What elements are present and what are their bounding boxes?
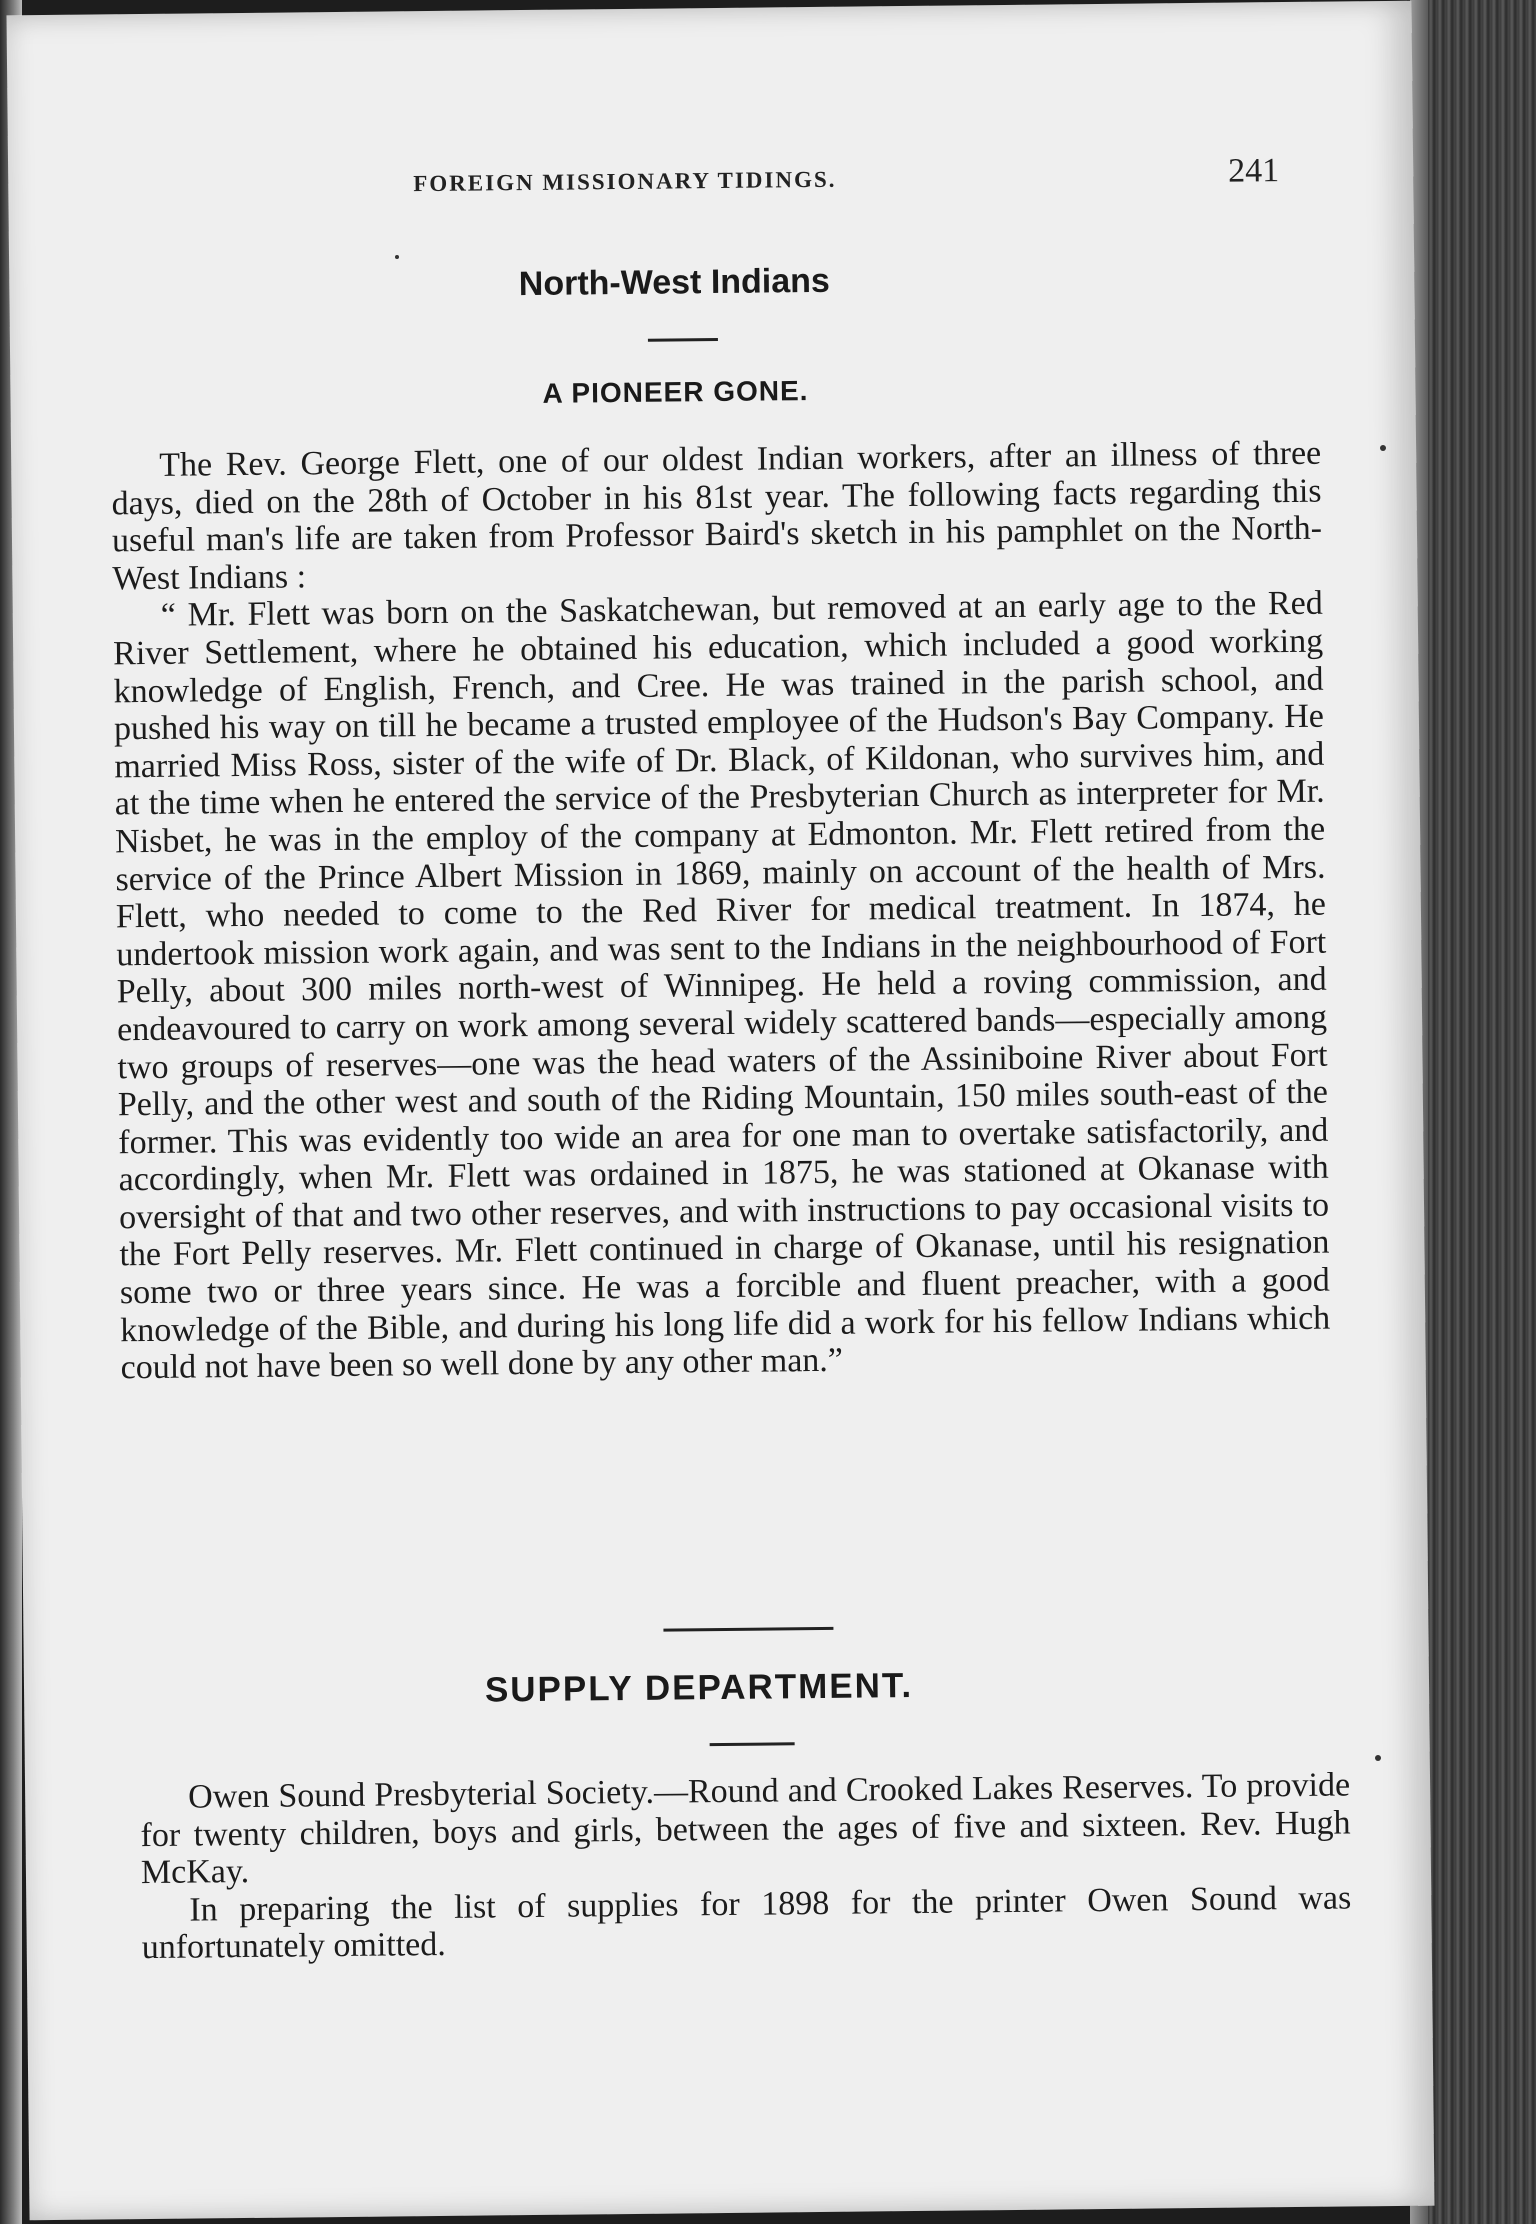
- paper-speck: [395, 255, 399, 259]
- supply-paragraph: Owen Sound Presbyterial Society.—Round and Crooked Lakes Reserves. To provide for twenty children, boys and girls, between the ages of five and sixteen. Rev. Hugh McKay.: [140, 1766, 1351, 1892]
- page-number: 241: [1227, 152, 1280, 190]
- page-content: [6, 1, 1434, 2221]
- paper-speck: [1380, 445, 1386, 451]
- title-rule: [648, 338, 718, 342]
- running-header: FOREIGN MISSIONARY TIDINGS.: [413, 166, 837, 197]
- section-divider: [663, 1627, 833, 1632]
- article-body: [111, 435, 1331, 1387]
- article-subtitle: A PIONEER GONE.: [542, 375, 809, 409]
- article-paragraph: “ Mr. Flett was born on the Saskatchewan, but removed at an early age to the Red River Settlement, where he obtained his education, which included a good working knowledge of English, French, and Cree. He was trained in the parish school, and pushed his way on till he became a trusted employee of the Hudson's Bay Company. He married Miss Ross, sister of the wife of Dr. Black, of Kildonan, who survives him, and at the time when he entered the service of the Presbyterian Church as interpreter for Mr. Nisbet, he was in the employ of the company at Edmonton. Mr. Flett retired from the service of the Prince Albert Mission in 1869, mainly on account of the health of Mrs. Flett, who needed to come to the Red River for medical treatment. In 1874, he undertook mission work again, and was sent to the Indians in the neighbourhood of Fort Pelly, about 300 miles north-west of Winnipeg. He held a roving commission, and endeavoured to carry on work among several widely scattered bands—especially among two groups of reserves—one was the head waters of the Assiniboine River about Fort Pelly, and the other west and south of the Riding Mountain, 150 miles south-east of the former. This was evidently too wide an area for one man to overtake satisfactorily, and accordingly, when Mr. Flett was ordained in 1875, he was stationed at Okanase with oversight of that and two other reserves, and with instructions to pay occasional visits to the Fort Pelly reserves. Mr. Flett continued in charge of Okanase, until his resignation some two or three years since. He was a forcible and fluent preacher, with a good knowledge of the Bible, and during his long life did a work for his fellow Indians which could not have been so well done by any other man.”: [112, 585, 1331, 1387]
- supply-paragraph: In preparing the list of supplies for 1898 for the printer Owen Sound was unfortunately omitted.: [141, 1879, 1352, 1967]
- paper-speck: [1375, 1755, 1381, 1761]
- supply-body: [140, 1766, 1352, 1967]
- book-page: [6, 1, 1434, 2221]
- supply-title: SUPPLY DEPARTMENT.: [484, 1666, 914, 1710]
- supply-title-rule: [710, 1742, 795, 1746]
- article-paragraph: The Rev. George Flett, one of our oldest Indian workers, after an illness of three days, died on the 28th of October in his 81st year. The following facts regarding this useful man's life are taken from Professor Baird's sketch in his pamphlet on the North-West Indians :: [111, 434, 1323, 598]
- article-title: North-West Indians: [518, 261, 831, 304]
